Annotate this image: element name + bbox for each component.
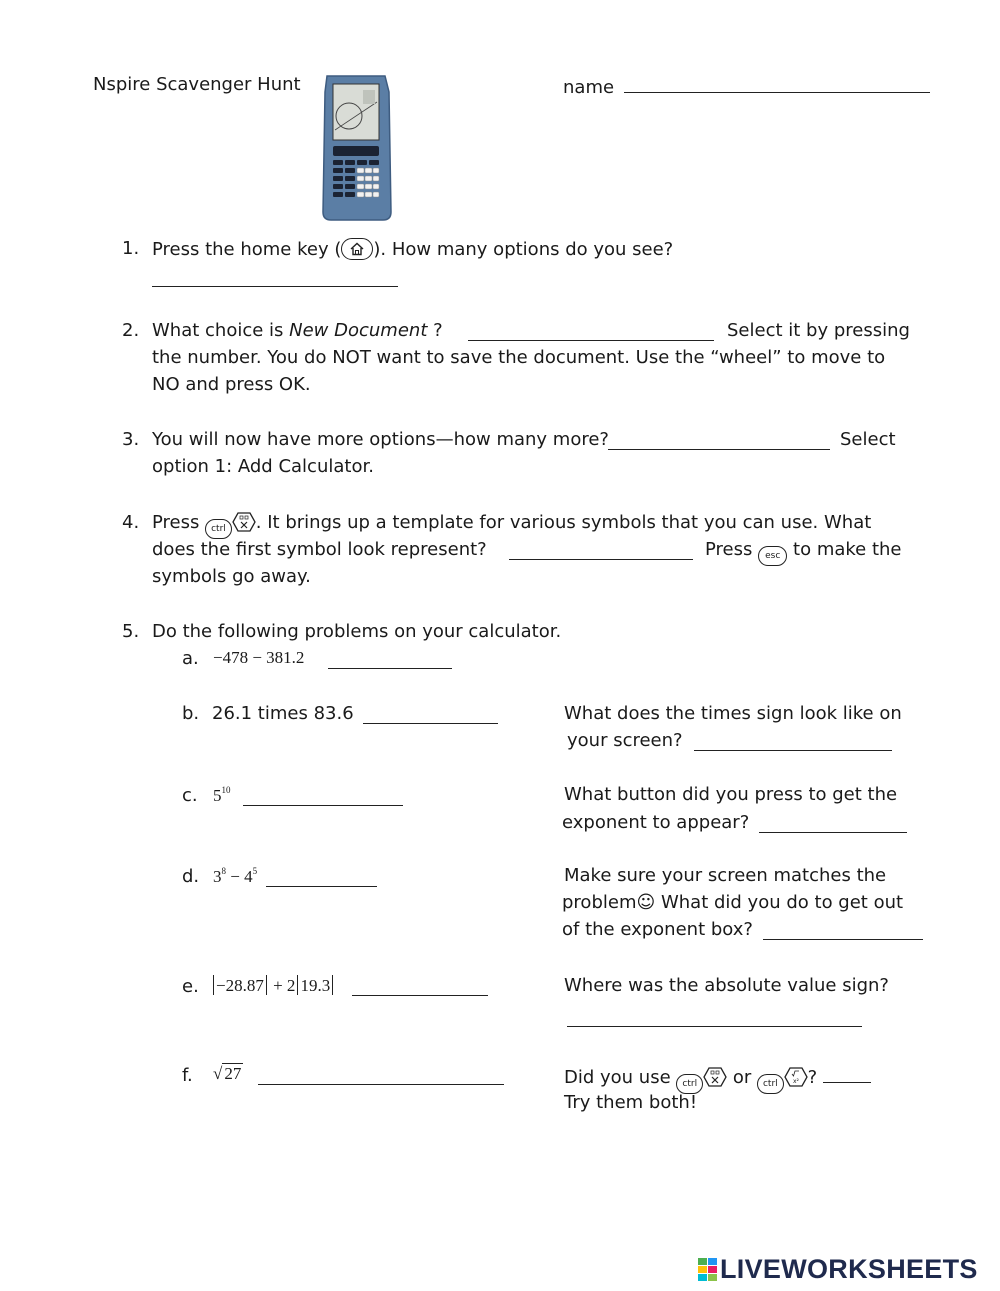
q5a-label: a. bbox=[182, 648, 199, 669]
q5f-answer-field[interactable] bbox=[258, 1066, 504, 1085]
q5a-expression: −478 − 381.2 bbox=[213, 648, 305, 667]
q5d-side-line3: of the exponent box? bbox=[562, 919, 753, 940]
q5d-expression: $3^8 - 4^5$ bbox=[213, 866, 258, 886]
q4-line2: does the first symbol look represent? bbox=[152, 539, 487, 560]
q5c-label: c. bbox=[182, 785, 198, 806]
q5b-side-answer-field[interactable] bbox=[694, 732, 892, 751]
q2-line1-end: Select it by pressing bbox=[727, 320, 910, 341]
template-key-icon bbox=[232, 512, 256, 532]
q5e-answer-field[interactable] bbox=[352, 977, 488, 996]
esc-key-icon: esc bbox=[758, 546, 787, 566]
q5e-side-line1: Where was the absolute value sign? bbox=[564, 975, 889, 996]
q5f-side-line1: Did you use ctrl or ctrl x² ? bbox=[564, 1064, 871, 1094]
logo-blocks-icon bbox=[698, 1258, 717, 1281]
q5f-label: f. bbox=[182, 1065, 193, 1086]
q5b-side-line2: your screen? bbox=[567, 730, 683, 751]
q3-number: 3. bbox=[122, 429, 140, 450]
q5e-side-answer-field[interactable] bbox=[567, 1008, 862, 1027]
q5b-expression: 26.1 times 83.6 bbox=[212, 703, 354, 724]
square-root-key-icon bbox=[784, 1067, 808, 1087]
q3-line1-end: Select bbox=[840, 429, 896, 450]
q1-text: Press the home key ( ). How many options do you see? bbox=[152, 239, 674, 260]
q5c-side-line2: exponent to appear? bbox=[562, 812, 750, 833]
q5d-side-line1: Make sure your screen matches the bbox=[564, 865, 887, 886]
q5d-side-answer-field[interactable] bbox=[763, 921, 923, 940]
q3-answer-field[interactable] bbox=[608, 431, 830, 450]
worksheet-title: Nspire Scavenger Hunt bbox=[93, 74, 301, 95]
q2-line3: NO and press OK. bbox=[152, 374, 311, 395]
q5b-side-line1: What does the times sign look like on bbox=[564, 703, 902, 724]
logo-text: LIVEWORKSHEETS bbox=[720, 1254, 978, 1284]
q5c-expression: $5^{10}$ bbox=[213, 785, 231, 805]
liveworksheets-logo bbox=[698, 1254, 978, 1285]
q5e-label: e. bbox=[182, 976, 199, 997]
q3-line1: You will now have more options—how many more? bbox=[152, 429, 609, 450]
q5-intro: Do the following problems on your calculator. bbox=[152, 621, 562, 642]
q5f-side-line2: Try them both! bbox=[564, 1092, 698, 1113]
q1-number: 1. bbox=[122, 238, 140, 259]
q4-answer-field[interactable] bbox=[509, 541, 693, 560]
q5c-answer-field[interactable] bbox=[243, 787, 403, 806]
q1-answer-field[interactable] bbox=[152, 268, 398, 287]
q2-answer-field[interactable] bbox=[468, 322, 714, 341]
q2-number: 2. bbox=[122, 320, 140, 341]
template-key-icon bbox=[703, 1067, 727, 1087]
q5-number: 5. bbox=[122, 621, 140, 642]
q4-number: 4. bbox=[122, 512, 140, 533]
q5a-answer-field[interactable] bbox=[328, 650, 452, 669]
q5e-expression: −28.87 + 2 19.3 bbox=[211, 975, 335, 996]
q5f-expression: √ 27 bbox=[213, 1064, 242, 1083]
name-label: name bbox=[563, 74, 930, 98]
name-field[interactable] bbox=[624, 74, 930, 93]
q5c-side-answer-field[interactable] bbox=[759, 814, 907, 833]
q2-line2: the number. You do NOT want to save the document. Use the “wheel” to move to bbox=[152, 347, 886, 368]
q5d-side-line2: problem☺ What did you do to get out bbox=[562, 892, 904, 913]
q5f-side-answer-field[interactable] bbox=[823, 1064, 871, 1083]
ctrl-key-icon: ctrl bbox=[676, 1074, 703, 1094]
q5b-answer-field[interactable] bbox=[363, 705, 498, 724]
calculator-image bbox=[315, 72, 397, 222]
q2-line1: What choice is New Document ? bbox=[152, 320, 443, 341]
q5d-label: d. bbox=[182, 866, 200, 887]
q4-line2-end: Press esc to make the bbox=[705, 539, 902, 566]
ctrl-key-icon: ctrl bbox=[205, 519, 232, 539]
q5b-label: b. bbox=[182, 703, 200, 724]
home-key-icon bbox=[341, 238, 373, 260]
q4-line1: Press ctrl . It brings up a template for various symbols that you can use. What bbox=[152, 512, 871, 539]
q4-line3: symbols go away. bbox=[152, 566, 311, 587]
ctrl-key-icon: ctrl bbox=[757, 1074, 784, 1094]
q5d-answer-field[interactable] bbox=[266, 868, 377, 887]
q5c-side-line1: What button did you press to get the bbox=[564, 784, 898, 805]
svg-text:x²: x² bbox=[792, 1078, 799, 1085]
q3-line2: option 1: Add Calculator. bbox=[152, 456, 374, 477]
